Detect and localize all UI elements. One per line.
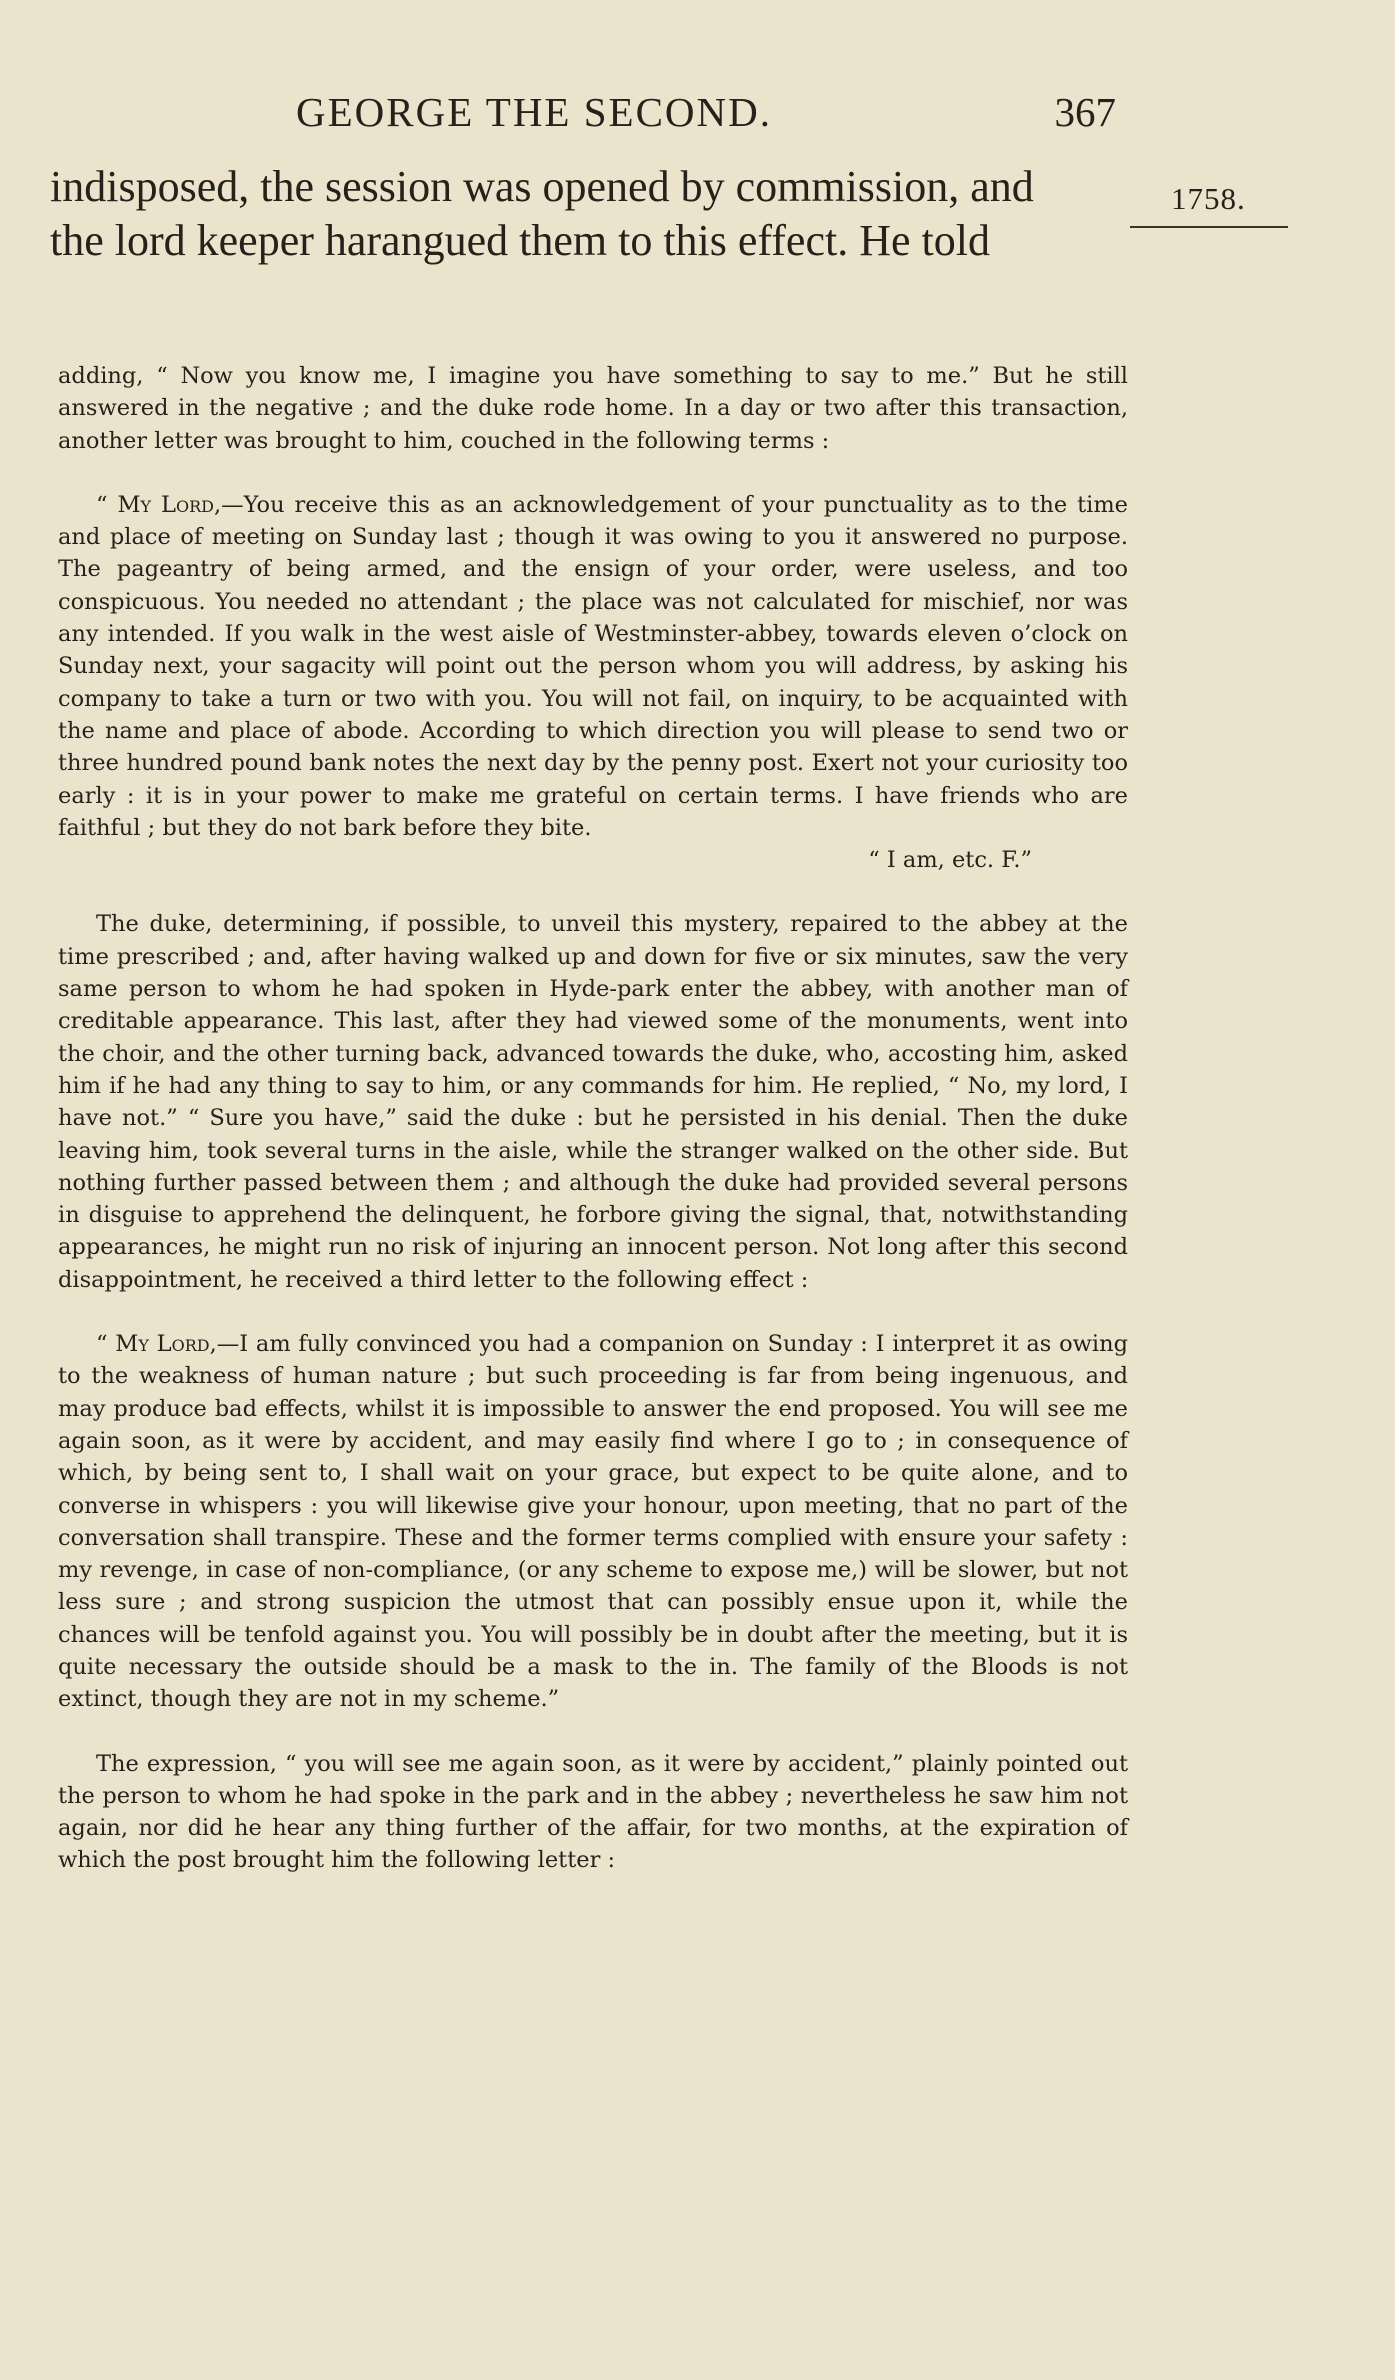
- main-text-line: indisposed, the session was opened by commission, and: [50, 162, 1034, 211]
- letter-text: ,—I am fully convinced you had a companion on Sunday : I interpret it as owing to the weakness of human nature ; but such proceeding is far from being ingenuous, and may produce bad effects, whilst it is impossible to answer the end proposed. You will see me again soon, as it were by accident, and may easily find where I go to ; in consequence of which, by being sent to, I shall wait on your grace, but expect to be quite alone, and to converse in whispers : you will likewise give your honour, upon meeting, that no part of the conversation shall transpire. These and the former terms complied with ensure your safety : my revenge, in case of non-compliance, (or any scheme to expose me,) will be slower, but not less sure ; and strong suspicion the utmost that can possibly ensue upon it, while the chances will be tenfold against you. You will possibly be in doubt after the meeting, but it is quite necessary the outside should be a mask to the in. The family of the Bloods is not extinct, though they are not in my scheme.”: [58, 1331, 1129, 1713]
- page-header: [296, 88, 1116, 148]
- footnote-paragraph: adding, “ Now you know me, I imagine you have something to say to me.” But he still answered in the negative ; and the duke rode home. In a day or two after this transaction, another letter was brought to him, couched in the following terms :: [58, 363, 1128, 454]
- letter-open-quote: “: [96, 491, 118, 518]
- footnote-paragraph: The expression, “ you will see me again soon, as it were by accident,” plainly pointed out the person to whom he had spoke in the park and in the abbey ; nevertheless he saw him not again, nor did he hear any thing further of the affair, for two months, at the expiration of which the post brought him the following letter :: [58, 1750, 1128, 1874]
- main-text: [50, 160, 1120, 268]
- letter-salutation: My Lord: [117, 491, 214, 518]
- margin-year: 1758.: [1171, 181, 1246, 216]
- letter-third: [58, 1328, 1128, 1716]
- letter-text: ,—You receive this as an acknowledgement of your punctuality as to the time and place of meeting on Sunday last ; though it was owing to you it answered no purpose. The pageantry of being armed, and the ensign of your order, were useless, and too conspicuous. You needed no attendant ; the place was not calculated for mischief, nor was any intended. If you walk in the west aisle of Westminster-abbey, towards eleven o’clock on Sunday next, your sagacity will point out the person whom you will address, by asking his company to take a turn or two with you. You will not fail, on inquiry, to be acquainted with the name and place of abode. According to which direction you will please to send two or three hundred pound bank notes the next day by the penny post. Exert not your curiosity too early : it is in your power to make me grateful on certain terms. I have friends who are faithful ; but they do not bark before they bite.: [58, 491, 1128, 841]
- page-number: 367: [1054, 89, 1116, 135]
- letter-signature: “ I am, etc. F.”: [868, 847, 1032, 874]
- main-text-line: the lord keeper harangued them to this effect. He told: [50, 216, 990, 265]
- footnote-block: [58, 360, 1128, 1877]
- footnote-paragraph: The duke, determining, if possible, to unveil this mystery, repaired to the abbey at the time prescribed ; and, after having walked up and down for five or six minutes, saw the very same person to whom he had spoken in Hyde-park enter the abbey, with another man of creditable appearance. This last, after they had viewed some of the monuments, went into the choir, and the other turning back, advanced towards the duke, who, accosting him, asked him if he had any thing to say to him, or any commands for him. He replied, “ No, my lord, I have not.” “ Sure you have,” said the duke : but he persisted in his denial. Then the duke leaving him, took several turns in the aisle, while the stranger walked on the other side. But nothing further passed between them ; and although the duke had provided several persons in disguise to apprehend the delinquent, he forbore giving the signal, that, notwithstanding appearances, he might run no risk of injuring an innocent person. Not long after this second disappointment, he received a third letter to the following effect :: [58, 911, 1128, 1293]
- running-title: GEORGE THE SECOND.: [296, 89, 772, 135]
- letter-first: [58, 489, 1128, 844]
- letter-open-quote: “: [96, 1331, 116, 1358]
- letter-salutation: My Lord: [115, 1331, 210, 1358]
- margin-rule: [1130, 226, 1288, 228]
